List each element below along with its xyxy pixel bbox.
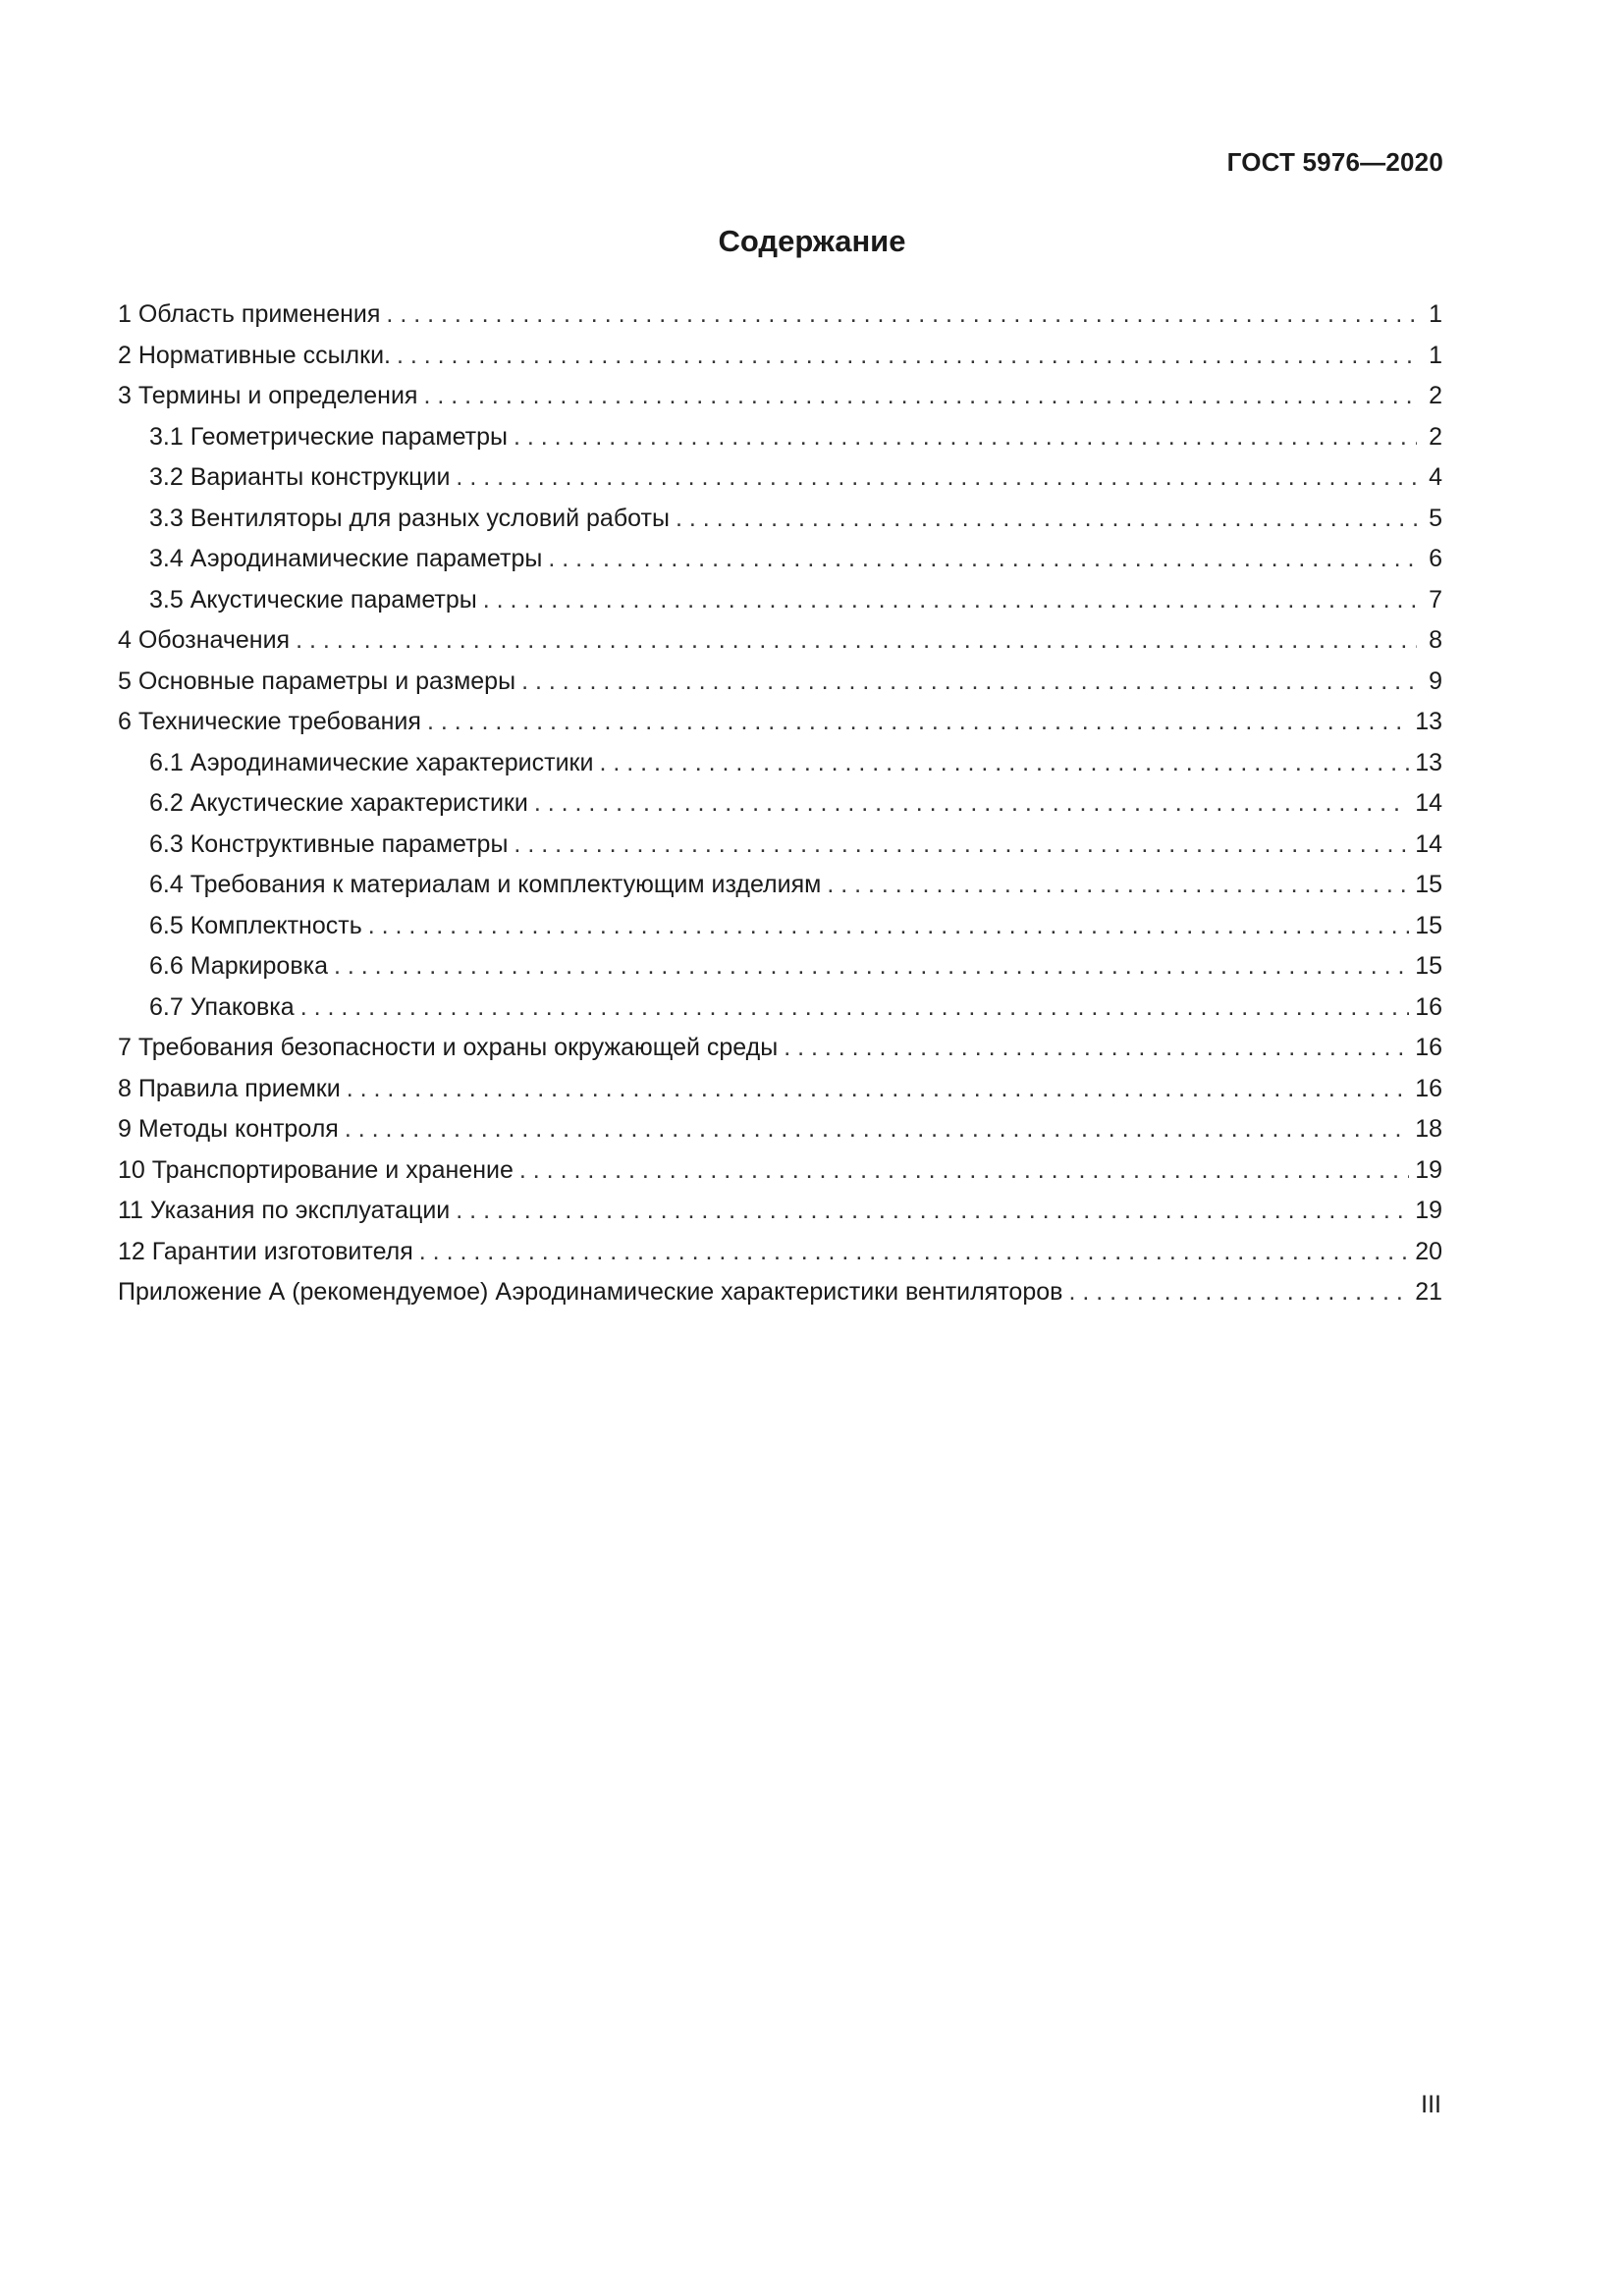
toc-entry-label: 6.5 Комплектность: [149, 911, 362, 939]
dot-leader: [827, 865, 1409, 906]
toc-entry-label: 3.2 Варианты конструкции: [149, 463, 451, 491]
toc-entry-page: 7: [1429, 585, 1442, 614]
dot-leader: [534, 783, 1409, 825]
dot-leader: [419, 1232, 1409, 1273]
toc-entry-page: 14: [1415, 829, 1442, 858]
toc-entry-label: 6.4 Требования к материалам и комплектующим изделиям: [149, 871, 822, 898]
toc-entry[interactable]: [118, 1028, 1442, 1069]
toc-entry-page: 15: [1415, 911, 1442, 939]
toc-entry-label: 6 Технические требования: [118, 708, 421, 735]
toc-entry[interactable]: [118, 1109, 1442, 1150]
toc-entry-label: 8 Правила приемки: [118, 1074, 341, 1102]
dot-leader: [397, 336, 1417, 377]
toc-entry-page: 6: [1429, 545, 1442, 572]
dot-leader: [1068, 1272, 1409, 1313]
toc-entry[interactable]: [118, 988, 1442, 1029]
toc-entry-page: 13: [1415, 748, 1442, 776]
dot-leader: [296, 620, 1417, 662]
dot-leader: [519, 1150, 1409, 1192]
dot-leader: [345, 1109, 1409, 1150]
toc-entry-page: 14: [1415, 789, 1442, 817]
page-number: III: [1421, 2091, 1441, 2118]
toc-entry-page: 15: [1415, 952, 1442, 980]
toc-entry[interactable]: [118, 620, 1442, 662]
toc-entry-label: 9 Методы контроля: [118, 1115, 339, 1143]
toc-entry[interactable]: [118, 1272, 1442, 1313]
toc-entry[interactable]: [118, 662, 1442, 703]
dot-leader: [456, 457, 1417, 499]
toc-entry-page: 2: [1429, 382, 1442, 409]
toc-entry[interactable]: [118, 1150, 1442, 1192]
toc-entry-label: 11 Указания по эксплуатации: [118, 1197, 451, 1224]
toc-entry-label: 3.5 Акустические параметры: [149, 585, 477, 614]
toc-entry-label: 6.3 Конструктивные параметры: [149, 829, 509, 858]
toc-entry-page: 20: [1415, 1237, 1442, 1265]
toc-entry[interactable]: [118, 1191, 1442, 1232]
toc-entry-page: 16: [1415, 1034, 1442, 1061]
toc-entry-page: 19: [1415, 1197, 1442, 1224]
dot-leader: [599, 743, 1409, 784]
toc-entry-page: 16: [1415, 992, 1442, 1021]
toc-entry[interactable]: [118, 417, 1442, 458]
toc-entry-label: 4 Обозначения: [118, 626, 291, 654]
toc-title: Содержание: [718, 224, 906, 258]
toc-entry[interactable]: [118, 336, 1442, 377]
dot-leader: [386, 294, 1417, 336]
toc-entry-page: 5: [1429, 504, 1442, 532]
toc-entry-label: 3.4 Аэродинамические параметры: [149, 545, 543, 572]
toc-entry[interactable]: [118, 457, 1442, 499]
toc-entry-label: 3.1 Геометрические параметры: [149, 422, 508, 451]
dot-leader: [514, 417, 1417, 458]
toc-entry-label: 1 Область применения: [118, 300, 381, 328]
toc-entry-label: 10 Транспортирование и хранение: [118, 1155, 514, 1184]
toc-entry-page: 16: [1415, 1074, 1442, 1102]
toc-entry-page: 8: [1429, 626, 1442, 654]
toc-entry-page: 15: [1415, 871, 1442, 898]
dot-leader: [456, 1191, 1409, 1232]
toc-entry-label: Приложение А (рекомендуемое) Аэродинамические характеристики вентиляторов: [118, 1278, 1063, 1306]
dot-leader: [347, 1069, 1409, 1110]
table-of-contents: [118, 294, 1442, 1313]
toc-entry-label: 7 Требования безопасности и охраны окружающей среды: [118, 1034, 779, 1061]
toc-entry-page: 9: [1429, 667, 1442, 695]
dot-leader: [334, 946, 1409, 988]
toc-entry-page: 4: [1429, 463, 1442, 491]
dot-leader: [423, 376, 1417, 417]
toc-entry[interactable]: [118, 376, 1442, 417]
dot-leader: [548, 539, 1417, 580]
toc-entry-label: 3 Термины и определения: [118, 382, 418, 409]
toc-entry-label: 12 Гарантии изготовителя: [118, 1237, 413, 1265]
toc-entry-label: 6.7 Упаковка: [149, 992, 295, 1021]
toc-entry[interactable]: [118, 1069, 1442, 1110]
dot-leader: [483, 580, 1417, 621]
dot-leader: [368, 906, 1409, 947]
dot-leader: [784, 1028, 1409, 1069]
toc-entry-label: 2 Нормативные ссылки.: [118, 341, 391, 369]
toc-entry-page: 1: [1429, 300, 1442, 328]
toc-entry[interactable]: [118, 294, 1442, 336]
toc-entry-label: 6.2 Акустические характеристики: [149, 789, 528, 817]
toc-entry[interactable]: [118, 743, 1442, 784]
dot-leader: [521, 662, 1417, 703]
document-code: ГОСТ 5976—2020: [1226, 147, 1443, 177]
toc-entry[interactable]: [118, 865, 1442, 906]
toc-entry-label: 6.6 Маркировка: [149, 952, 328, 980]
toc-entry[interactable]: [118, 499, 1442, 540]
toc-entry-page: 18: [1415, 1115, 1442, 1143]
toc-entry[interactable]: [118, 580, 1442, 621]
toc-entry[interactable]: [118, 1232, 1442, 1273]
dot-leader: [427, 702, 1409, 743]
toc-entry[interactable]: [118, 946, 1442, 988]
toc-entry[interactable]: [118, 702, 1442, 743]
toc-entry-page: 1: [1429, 341, 1442, 369]
toc-entry-page: 19: [1415, 1155, 1442, 1184]
toc-entry-page: 2: [1429, 422, 1442, 451]
toc-entry-page: 21: [1415, 1278, 1442, 1306]
toc-entry[interactable]: [118, 906, 1442, 947]
toc-entry-label: 6.1 Аэродинамические характеристики: [149, 748, 594, 776]
toc-entry-label: 5 Основные параметры и размеры: [118, 667, 516, 695]
dot-leader: [514, 825, 1409, 866]
toc-entry-page: 13: [1415, 708, 1442, 735]
dot-leader: [676, 499, 1417, 540]
toc-entry[interactable]: [118, 539, 1442, 580]
toc-entry[interactable]: [118, 783, 1442, 825]
dot-leader: [300, 988, 1409, 1029]
toc-entry[interactable]: [118, 825, 1442, 866]
toc-entry-label: 3.3 Вентиляторы для разных условий работы: [149, 504, 670, 532]
